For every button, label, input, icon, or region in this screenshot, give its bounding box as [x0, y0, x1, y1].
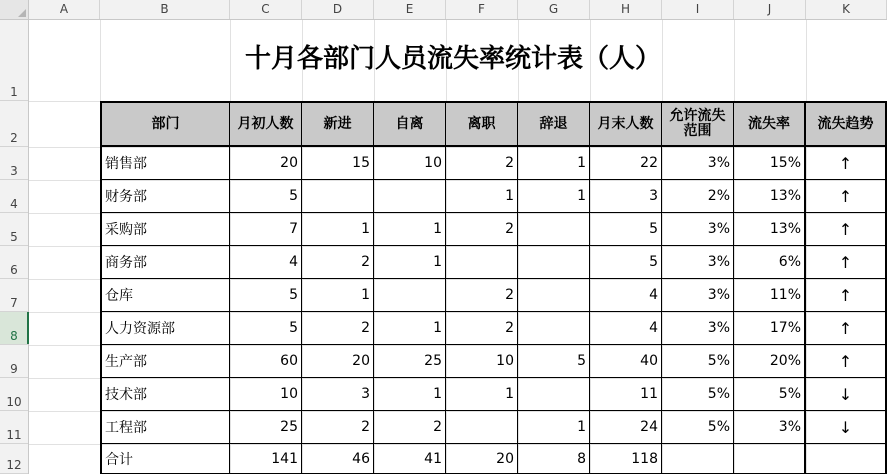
row-number: 1	[10, 85, 18, 99]
cell-turnover-rate[interactable]: 6%	[734, 246, 806, 279]
cell-resigned[interactable]	[446, 246, 518, 279]
cell-self-quit[interactable]	[374, 279, 446, 312]
column-header-b[interactable]: B	[100, 0, 230, 19]
cell-dept[interactable]: 仓库	[100, 279, 230, 312]
cell-allowed-range[interactable]: 2%	[662, 180, 734, 213]
column-header-h[interactable]: H	[590, 0, 662, 19]
row-header-4[interactable]	[0, 180, 28, 213]
cell-new-hires[interactable]: 20	[302, 345, 374, 378]
header-dept[interactable]: 部门	[100, 101, 230, 147]
cell-dept[interactable]: 合计	[100, 444, 230, 474]
cell-allowed-range[interactable]: 3%	[662, 246, 734, 279]
header-turnover-rate[interactable]: 流失率	[734, 101, 806, 147]
cell-resigned[interactable]: 20	[446, 444, 518, 474]
cell-self-quit[interactable]: 41	[374, 444, 446, 474]
row-number: 6	[10, 263, 18, 277]
cell-self-quit[interactable]: 1	[374, 378, 446, 411]
cell-dept[interactable]: 采购部	[100, 213, 230, 246]
row-header-1[interactable]	[0, 20, 28, 101]
cell-dept[interactable]: 财务部	[100, 180, 230, 213]
cell-allowed-range[interactable]: 5%	[662, 378, 734, 411]
cell-start-count[interactable]: 7	[230, 213, 302, 246]
cell-trend[interactable]: ↑	[806, 345, 887, 378]
cell-new-hires[interactable]	[302, 180, 374, 213]
cell-dismissed[interactable]	[518, 312, 590, 345]
select-all-corner[interactable]	[0, 0, 29, 19]
cell-trend[interactable]: ↑	[806, 279, 887, 312]
cell-end-count[interactable]: 40	[590, 345, 662, 378]
row-header-7[interactable]	[0, 279, 28, 312]
cell-dept[interactable]: 人力资源部	[100, 312, 230, 345]
cell-turnover-rate[interactable]: 13%	[734, 213, 806, 246]
cell-resigned[interactable]: 2	[446, 147, 518, 180]
cell-start-count[interactable]: 20	[230, 147, 302, 180]
cell-new-hires[interactable]: 46	[302, 444, 374, 474]
column-header-f[interactable]: F	[446, 0, 518, 19]
cell-end-count[interactable]: 11	[590, 378, 662, 411]
row-header-bar	[0, 20, 29, 474]
cell-allowed-range[interactable]: 5%	[662, 345, 734, 378]
row-header-10[interactable]	[0, 378, 28, 411]
cell-self-quit[interactable]: 2	[374, 411, 446, 444]
row-header-11[interactable]	[0, 411, 28, 444]
cell-trend[interactable]: ↑	[806, 246, 887, 279]
cell-allowed-range[interactable]: 3%	[662, 279, 734, 312]
row-number: 12	[6, 458, 22, 472]
cell-start-count[interactable]: 25	[230, 411, 302, 444]
cell-resigned[interactable]: 2	[446, 279, 518, 312]
cell-allowed-range[interactable]	[662, 444, 734, 474]
row-header-6[interactable]	[0, 246, 28, 279]
cell-end-count[interactable]: 4	[590, 279, 662, 312]
cell-resigned[interactable]: 1	[446, 378, 518, 411]
row-number: 4	[10, 197, 18, 211]
header-resigned[interactable]: 离职	[446, 101, 518, 147]
cell-trend[interactable]: ↑	[806, 147, 887, 180]
row-header-3[interactable]	[0, 147, 28, 180]
row-number: 10	[6, 395, 22, 409]
cell-dismissed[interactable]: 8	[518, 444, 590, 474]
column-header-c[interactable]: C	[230, 0, 302, 19]
cell-dismissed[interactable]	[518, 279, 590, 312]
row-number: 9	[10, 362, 18, 376]
cell-trend[interactable]: ↓	[806, 378, 887, 411]
column-header-k[interactable]: K	[806, 0, 887, 19]
cell-trend[interactable]: ↓	[806, 411, 887, 444]
header-start-count[interactable]: 月初人数	[230, 101, 302, 147]
cell-allowed-range[interactable]: 3%	[662, 213, 734, 246]
cell-new-hires[interactable]: 1	[302, 279, 374, 312]
header-allowed-range[interactable]: 允许流失范围	[662, 101, 734, 147]
cell-dept[interactable]: 销售部	[100, 147, 230, 180]
cell-self-quit[interactable]: 1	[374, 213, 446, 246]
cell-allowed-range[interactable]: 3%	[662, 147, 734, 180]
cell-dept[interactable]: 工程部	[100, 411, 230, 444]
row-number: 8	[10, 329, 18, 343]
header-end-count[interactable]: 月末人数	[590, 101, 662, 147]
header-dismissed[interactable]: 辞退	[518, 101, 590, 147]
cell-dismissed[interactable]: 1	[518, 411, 590, 444]
cell-turnover-rate[interactable]: 15%	[734, 147, 806, 180]
cell-resigned[interactable]: 2	[446, 312, 518, 345]
cell-new-hires[interactable]: 2	[302, 246, 374, 279]
row-number: 2	[10, 131, 18, 145]
cell-resigned[interactable]: 2	[446, 213, 518, 246]
row-header-2[interactable]	[0, 101, 28, 147]
cell-start-count[interactable]: 5	[230, 279, 302, 312]
cell-turnover-rate[interactable]	[734, 444, 806, 474]
cell-new-hires[interactable]: 3	[302, 378, 374, 411]
cell-turnover-rate[interactable]: 11%	[734, 279, 806, 312]
cell-dismissed[interactable]	[518, 378, 590, 411]
cell-end-count[interactable]: 5	[590, 213, 662, 246]
cell-new-hires[interactable]: 1	[302, 213, 374, 246]
cell-resigned[interactable]: 10	[446, 345, 518, 378]
row-number: 5	[10, 230, 18, 244]
cell-start-count[interactable]: 5	[230, 312, 302, 345]
column-header-e[interactable]: E	[374, 0, 446, 19]
cell-allowed-range[interactable]: 3%	[662, 312, 734, 345]
cell-new-hires[interactable]: 2	[302, 312, 374, 345]
cell-dismissed[interactable]: 5	[518, 345, 590, 378]
cell-end-count[interactable]: 118	[590, 444, 662, 474]
row-number: 3	[10, 164, 18, 178]
cell-self-quit[interactable]: 1	[374, 246, 446, 279]
row-header-9[interactable]	[0, 345, 28, 378]
header-self-quit[interactable]: 自离	[374, 101, 446, 147]
cell-start-count[interactable]: 10	[230, 378, 302, 411]
cell-end-count[interactable]: 5	[590, 246, 662, 279]
cell-turnover-rate[interactable]: 13%	[734, 180, 806, 213]
cell-end-count[interactable]: 22	[590, 147, 662, 180]
cell-turnover-rate[interactable]: 17%	[734, 312, 806, 345]
row-number: 7	[10, 296, 18, 310]
row-header-5[interactable]	[0, 213, 28, 246]
cell-self-quit[interactable]	[374, 180, 446, 213]
cell-new-hires[interactable]: 2	[302, 411, 374, 444]
cell-end-count[interactable]: 4	[590, 312, 662, 345]
cell-self-quit[interactable]: 1	[374, 312, 446, 345]
cell-resigned[interactable]	[446, 411, 518, 444]
cell-turnover-rate[interactable]: 5%	[734, 378, 806, 411]
cell-end-count[interactable]: 3	[590, 180, 662, 213]
cell-start-count[interactable]: 5	[230, 180, 302, 213]
cell-dismissed[interactable]	[518, 246, 590, 279]
cell-start-count[interactable]: 60	[230, 345, 302, 378]
cell-trend[interactable]: ↑	[806, 213, 887, 246]
cell-end-count[interactable]: 24	[590, 411, 662, 444]
row-header-12[interactable]	[0, 444, 28, 474]
cell-turnover-rate[interactable]: 20%	[734, 345, 806, 378]
column-header-g[interactable]: G	[518, 0, 590, 19]
cell-trend[interactable]	[806, 444, 887, 474]
cell-start-count[interactable]: 4	[230, 246, 302, 279]
cell-trend[interactable]: ↑	[806, 312, 887, 345]
cell-new-hires[interactable]: 15	[302, 147, 374, 180]
cell-trend[interactable]: ↑	[806, 180, 887, 213]
column-header-i[interactable]: I	[662, 0, 734, 19]
column-header-bar	[0, 0, 887, 20]
sheet-title[interactable]: 十月各部门人员流失率统计表（人）	[244, 44, 661, 74]
cell-dept[interactable]: 商务部	[100, 246, 230, 279]
cell-dismissed[interactable]: 1	[518, 147, 590, 180]
column-header-d[interactable]: D	[302, 0, 374, 19]
row-header-8[interactable]	[0, 312, 28, 345]
cell-dept[interactable]: 技术部	[100, 378, 230, 411]
cell-dismissed[interactable]: 1	[518, 180, 590, 213]
cell-start-count[interactable]: 141	[230, 444, 302, 474]
cell-allowed-range[interactable]: 5%	[662, 411, 734, 444]
cell-dismissed[interactable]	[518, 213, 590, 246]
column-header-a[interactable]: A	[29, 0, 100, 19]
cell-dept[interactable]: 生产部	[100, 345, 230, 378]
cell-self-quit[interactable]: 10	[374, 147, 446, 180]
cell-turnover-rate[interactable]: 3%	[734, 411, 806, 444]
header-trend[interactable]: 流失趋势	[806, 101, 887, 147]
header-new-hires[interactable]: 新进	[302, 101, 374, 147]
cell-resigned[interactable]: 1	[446, 180, 518, 213]
row-number: 11	[6, 428, 22, 442]
cell-self-quit[interactable]: 25	[374, 345, 446, 378]
column-header-j[interactable]: J	[734, 0, 806, 19]
